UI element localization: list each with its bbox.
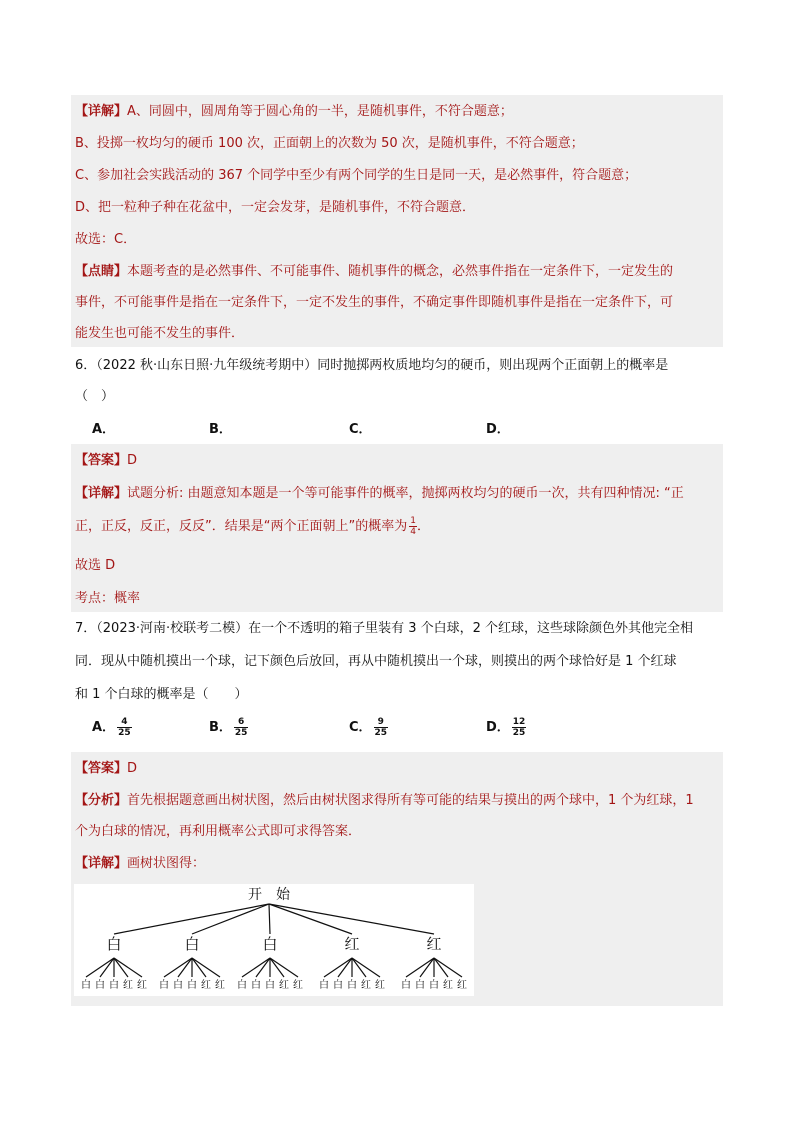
- tree-branch: [242, 958, 270, 977]
- comment-line-2: 事件，不可能事件是指在一定条件下，一定不发生的事件，不确定事件即随机事件是指在一定条件下，可: [75, 295, 674, 310]
- tree-branch: [352, 958, 380, 977]
- tree-root: 开 始: [248, 887, 290, 903]
- tree-branch: [269, 904, 352, 934]
- q7-answer: 【答案】D: [75, 761, 138, 776]
- detail-line-b: B、投掷一枚均匀的硬币 100 次，正面朝上的次数为 50 次，是随机事件，不符合题意；: [75, 136, 584, 151]
- tree-branch: [269, 904, 434, 934]
- q7-option-b[interactable]: B． $\frac{6}{25}$: [209, 717, 248, 738]
- comment-line-3: 能发生也可能不发生的事件．: [75, 326, 245, 341]
- tree-branch: [420, 958, 434, 977]
- tree-branch: [114, 958, 142, 977]
- comment-line-1: 【点睛】本题考查的是必然事件、不可能事件、随机事件的概念，必然事件指在一定条件下，一定发生的: [75, 264, 674, 279]
- q6-option-c[interactable]: C．: [349, 422, 372, 437]
- tree-leaf: 白: [109, 980, 119, 991]
- tree-leaf: 红: [123, 980, 133, 991]
- q6-option-a[interactable]: A．: [92, 422, 116, 437]
- tree-leaf: 红: [137, 980, 147, 991]
- fraction-one-quarter: $\frac{1}{4}$: [410, 516, 416, 537]
- tree-branch: [338, 958, 352, 977]
- tree-leaf: 白: [81, 980, 91, 991]
- tree-branch: [270, 958, 284, 977]
- q7-stem-line-1: 7．（2023·河南·校联考二模）在一个不透明的箱子里装有 3 个白球，2 个红球，这些球除颜色外其他完全相: [75, 621, 694, 636]
- tree-leaf: 白: [429, 980, 439, 991]
- tree-node-level1: 白: [262, 935, 278, 953]
- q7-stem-line-2: 同．现从中随机摸出一个球，记下颜色后放回，再从中随机摸出一个球，则摸出的两个球恰好是 1 个红球: [75, 654, 677, 669]
- q6-stem-line-2: （ ）: [75, 389, 115, 404]
- tree-branch: [114, 958, 128, 977]
- choose-line: 故选：C．: [75, 232, 137, 247]
- tree-branch: [269, 904, 270, 934]
- tree-leaf: 白: [187, 980, 197, 991]
- tree-branch: [352, 958, 366, 977]
- tree-leaf: 红: [279, 980, 289, 991]
- tree-leaf: 红: [375, 980, 385, 991]
- q6-option-d[interactable]: D．: [486, 422, 510, 437]
- tree-branch: [192, 904, 269, 934]
- tree-leaf: 白: [251, 980, 261, 991]
- tree-leaf: 白: [237, 980, 247, 991]
- tree-leaf: 白: [173, 980, 183, 991]
- tree-leaf: 红: [457, 980, 467, 991]
- q6-kaodian: 考点：概率: [75, 591, 141, 606]
- tree-leaf: 红: [201, 980, 211, 991]
- detail-line-d: D、把一粒种子种在花盆中，一定会发芽，是随机事件，不符合题意．: [75, 200, 476, 215]
- tree-node-level1: 红: [344, 935, 360, 953]
- tree-leaf: 白: [347, 980, 357, 991]
- tree-node-level1: 白: [106, 935, 122, 953]
- tree-branch: [100, 958, 114, 977]
- detail-tag: 【详解】: [75, 104, 128, 119]
- tree-leaf: 白: [401, 980, 411, 991]
- tree-branch: [86, 958, 114, 977]
- tree-leaf: 白: [319, 980, 329, 991]
- tree-leaf: 白: [265, 980, 275, 991]
- tree-leaf: 白: [415, 980, 425, 991]
- tree-branch: [406, 958, 434, 977]
- q7-option-c[interactable]: C． $\frac{9}{25}$: [349, 717, 388, 738]
- tree-branch: [434, 958, 448, 977]
- q7-detail: 【详解】画树状图得：: [75, 856, 206, 871]
- q6-option-b[interactable]: B．: [209, 422, 232, 437]
- q7-stem-line-3: 和 1 个白球的概率是（ ）: [75, 687, 248, 702]
- q6-detail-line-2: 正，正反，反正，反反”．结果是“两个正面朝上”的概率为 $\frac{1}{4}$ ．: [75, 516, 430, 537]
- detail-line-c: C、参加社会实践活动的 367 个同学中至少有两个同学的生日是同一天，是必然事件，符合题意；: [75, 168, 638, 183]
- tree-leaf: 白: [333, 980, 343, 991]
- tree-leaf: 白: [95, 980, 105, 991]
- tree-node-level1: 红: [426, 935, 442, 953]
- q6-detail-line-1: 【详解】试题分析: 由题意知本题是一个等可能事件的概率，抛掷两枚均匀的硬币一次，共有四种情况: “正: [75, 486, 684, 501]
- tree-leaf: 红: [215, 980, 225, 991]
- tree-branch: [324, 958, 352, 977]
- q7-option-a[interactable]: A． $\frac{4}{25}$: [92, 717, 131, 738]
- q7-analysis-line-1: 【分析】首先根据题意画出树状图，然后由树状图求得所有等可能的结果与摸出的两个球中，1 个为红球，1: [75, 793, 694, 808]
- tree-leaf: 白: [159, 980, 169, 991]
- tree-branch: [178, 958, 192, 977]
- tree-diagram: [74, 884, 474, 996]
- q7-analysis-line-2: 个为白球的情况，再利用概率公式即可求得答案．: [75, 824, 362, 839]
- detail-line-a: 【详解】A、同圆中，圆周角等于圆心角的一半，是随机事件，不符合题意；: [75, 104, 513, 119]
- tree-leaf: 红: [443, 980, 453, 991]
- tree-branch: [192, 958, 206, 977]
- q7-option-d[interactable]: D． $\frac{12}{25}$: [486, 717, 526, 738]
- q6-choose: 故选 D: [75, 558, 116, 573]
- tree-branch: [114, 904, 269, 934]
- tree-branch: [434, 958, 462, 977]
- tree-node-level1: 白: [184, 935, 200, 953]
- tree-branch: [256, 958, 270, 977]
- tree-leaf: 红: [361, 980, 371, 991]
- tree-leaf: 红: [293, 980, 303, 991]
- tree-branch: [164, 958, 192, 977]
- q6-stem-line-1: 6．（2022 秋·山东日照·九年级统考期中）同时抛掷两枚质地均匀的硬币，则出现两个正面朝上的概率是: [75, 358, 669, 373]
- q6-answer: 【答案】D: [75, 453, 138, 468]
- tree-branch: [192, 958, 220, 977]
- comment-tag: 【点睛】: [75, 264, 128, 279]
- tree-branch: [270, 958, 298, 977]
